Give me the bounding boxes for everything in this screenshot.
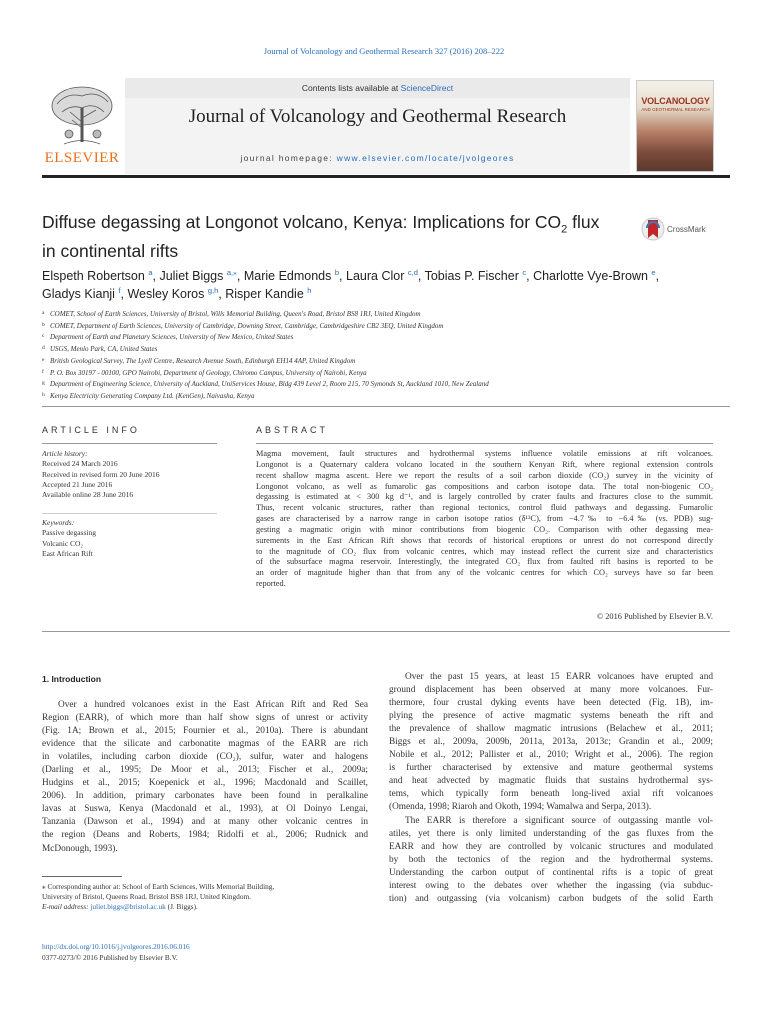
text-line: Tanzania (Dawson et al., 1994) and at many other volcanic centres in	[42, 817, 368, 828]
text-line: lavas at Suswa, Kenya (Macdonald et al., 1993), at Ol Doinyo Lengai,	[42, 804, 368, 815]
text-line: Biggs et al., 2009a, 2009b, 2011a, 2013a, 2013c; Grandin et al., 2009;	[389, 737, 713, 748]
author[interactable]: Tobias P. Fischer $^c$	[424, 267, 527, 283]
crossmark-label[interactable]: CrossMark	[667, 225, 706, 234]
article-info-rule	[42, 443, 217, 444]
text-line: (Darling et al., 1995; De Moor et al., 2013; Fischer et al., 2009a;	[42, 765, 368, 776]
affiliation: c Department of Earth and Planetary Sciences, University of New Mexico, United States	[42, 333, 294, 342]
affiliation: h Kenya Electricity Generating Company Ltd. (KenGen), Naivasha, Kenya	[42, 391, 255, 400]
text-line: and heat advected by magmatic fluids that sustains hydrothermal sys-	[389, 776, 713, 787]
text-line: McDonough, 1993).	[42, 843, 118, 854]
text-line: plying the presence of active magmatic systems beneath the rift and	[389, 711, 713, 722]
keywords-block	[42, 518, 217, 559]
history-label: Article history:	[42, 449, 88, 458]
text-line: Hudgins et al., 2015; Koepenick et al., 1996; Macdonald and Scaillet,	[42, 778, 368, 789]
journal-homepage	[125, 153, 630, 163]
keyword: East African Rift	[42, 548, 93, 558]
journal-title: Journal of Volcanology and Geothermal Research	[188, 106, 567, 127]
author[interactable]: Elspeth Robertson $^a$	[42, 267, 153, 283]
author[interactable]: Charlotte Vye-Brown $^e$	[533, 267, 656, 283]
footnote-rule	[42, 876, 122, 877]
history-accepted: Accepted 21 June 2016	[42, 479, 113, 489]
text-line: in volatiles, including carbon dioxide (CO₂), sulfur, water and halogens	[42, 752, 368, 763]
elsevier-wordmark: ELSEVIER	[44, 150, 120, 166]
text-line: tems, which typically form beneath long-lived axial rift volcanoes	[389, 789, 713, 800]
doi-link[interactable]: http://dx.doi.org/10.1016/j.jvolgeores.2016.06.016	[42, 942, 190, 951]
intro-right-column	[389, 671, 713, 906]
text-line: tion) and outgassing (via volcanism) carbon budgets of the solid Earth	[389, 893, 713, 904]
text-line: Understanding the carbon output of continental rifts is a topic of great	[389, 867, 713, 878]
affiliation: g Department of Engineering Science, University of Auckland, UniServices House, Bldg 439 Level 2, Room 215, 70 Symonds St, Auckland 1010, New Zealand	[42, 380, 489, 389]
text-line: by both the tectonics of the region and the hydrothermal systems.	[389, 854, 713, 865]
affiliation: a COMET, School of Earth Sciences, University of Bristol, Wills Memorial Building, Queen's Road, Bristol BS8 1RJ, United Kingdom	[42, 310, 421, 318]
doi-block	[42, 942, 190, 963]
issn-line: 0377-0273/© 2016 Published by Elsevier B.V.	[42, 952, 178, 962]
affiliation: d USGS, Menlo Park, CA, United States	[42, 345, 158, 354]
history-revised: Received in revised form 20 June 2016	[42, 469, 160, 479]
text-line: 2006). In addition, primary carbonates have been found in peralkaline	[42, 791, 368, 802]
email-link[interactable]: juliet.biggs@bristol.ac.uk	[90, 902, 166, 911]
text-line: Nobile et al., 2012; Pallister et al., 2010; Wright et al., 2006). The region	[389, 750, 713, 761]
affiliation: b COMET, Department of Earth Sciences, University of Cambridge, Downing Street, Cambridge, Cambridgeshire CB2 3EQ, United Kingdom	[42, 321, 444, 330]
text-line: Over a hundred volcanoes exist in the East African Rift and Red Sea	[58, 700, 368, 710]
abstract-heading: ABSTRACT	[256, 425, 329, 435]
keyword: Passive degassing	[42, 528, 96, 538]
abstract-text: Magma movement, fault structures and hydrothermal systems influence volatile emissions at rift volcanoes. Longonot is a Quaternary caldera volcano located in the southern Kenyan Rift, where regional extension controls recent shallow magma ascent. Here we report the results of a soil carbon dioxide (CO₂) survey in the vicinity of Longonot volcano, as well as fumarolic gas compositions and carbon isotope data. The total non-biogenic CO₂ degassing is estimated at < 300 kg d⁻¹, and is largely controlled by crater faults and fractures close to the summit. Thus, recent volcanic structures, rather than regional tectonics, control fluid pathways and degassing. Fumarolic gases are characterised by a narrow range in carbon isotope ratios (δ¹³C), from −4.7‰ to −6.4‰ (vs. PDB) sug- gesting a magmatic origin with minor contributions from biogenic CO₂. Comparison with other degassing mea- surements in the East African Rift shows that records of historical eruptions or unrest do not correspond directly to the magnitude of CO₂ flux from volcanic centres, which may instead reflect the current size and characteristics of the subsurface magma reservoir. Interestingly, the integrated CO₂ flux from faulted rift basins is reported to be an order of magnitude higher than that from any of the volcanic centres for which CO₂ surveys have so far been reported.	[256, 449, 713, 589]
author-list: Elspeth Robertson $^a$, Juliet Biggs $^{a,⁎}$, Marie Edmonds $^b$, Laura Clor $^{c,d}$, Tobias P. Fischer $^c$, Charlotte Vye-Brown $^e$, Gladys Kianji $^f$, Wesley Koros $^{g,h}$, Risper Kandie $^h$	[42, 267, 660, 301]
text-line: interest owing to the debates over whether the ingassing (via subduc-	[389, 880, 713, 891]
text-line: The EARR is therefore a significant source of outgassing mantle vol-	[405, 815, 713, 826]
sciencedirect-link[interactable]: ScienceDirect	[400, 83, 454, 93]
author[interactable]: Wesley Koros $^{g,h}$	[127, 285, 219, 301]
homepage-link[interactable]: www.elsevier.com/locate/jvolgeores	[336, 153, 515, 163]
introduction-heading: 1. Introduction	[42, 674, 102, 684]
article-title: Diffuse degassing at Longonot volcano, Kenya: Implications for $CO_2$ flux in continental rifts	[42, 212, 600, 261]
homepage-prefix: journal homepage:	[240, 153, 337, 163]
keywords-rule	[42, 513, 217, 514]
author[interactable]: Risper Kandie $^h$	[225, 285, 312, 301]
email-label: E-mail address:	[42, 902, 89, 911]
affiliation: f P. O. Box 30197 - 00100, GPO Nairobi, Department of Geology, Chiromo Campus, University of Nairobi, Kenya	[42, 368, 367, 377]
text-line: thermore, four crustal dyking events have been detected (Fig. 1B), im-	[389, 698, 713, 709]
text-line: EARR and how they are controlled by volcanic structures and modulated	[389, 841, 713, 852]
author[interactable]: Gladys Kianji $^f$	[42, 285, 121, 301]
affiliation-rule	[42, 406, 730, 407]
text-line: atiles, yet there is only limited understanding of the gas fluxes from the	[389, 828, 713, 839]
abstract-bottom-rule	[42, 631, 730, 632]
affiliations	[42, 308, 732, 402]
crossmark-icon	[641, 216, 665, 244]
intro-left-column	[42, 699, 368, 856]
abstract-rule	[256, 443, 713, 444]
text-line: the region (Deans and Roberts, 1984; Ridolfi et al., 2006; Rudnick and	[42, 830, 368, 841]
affiliation: e British Geological Survey, The Lyell Centre, Research Avenue South, Edinburgh EH14 4AP, United Kingdom	[42, 356, 356, 365]
contents-bar	[125, 78, 630, 98]
text-line: (Fig. 1A; Brown et al., 2015; Fournier et al., 2010a). There is abundant	[42, 726, 368, 737]
history-received: Received 24 March 2016	[42, 459, 118, 469]
text-line: is further characterised by extensive and mature geothermal systems	[389, 763, 713, 774]
author[interactable]: Marie Edmonds $^b$	[243, 267, 340, 283]
text-line: Region (EARR), of which more than half show signs of unrest or activity	[42, 713, 368, 724]
history-online: Available online 28 June 2016	[42, 490, 134, 500]
journal-cover-title: VOLCANOLOGY	[641, 96, 710, 106]
journal-cover-subtitle: AND GEOTHERMAL RESEARCH	[641, 107, 710, 112]
article-info-heading: ARTICLE INFO	[42, 425, 140, 435]
keywords-label: Keywords:	[42, 518, 75, 527]
contents-prefix: Contents lists available at	[301, 83, 401, 93]
text-line: ground displacement has been observed at many more volcanoes. Fur-	[389, 685, 713, 696]
author[interactable]: Laura Clor $^{c,d}$	[346, 267, 418, 283]
journal-citation-link[interactable]: Journal of Volcanology and Geothermal Research 327 (2016) 208–222	[263, 46, 505, 56]
text-line: the prevalence of shallow magmatic intrusions (Belachew et al., 2011;	[389, 724, 713, 735]
text-line: evidence that the silicate and carbonatite magmas of the EARR are rich	[42, 739, 368, 750]
journal-cover-image	[636, 80, 714, 172]
abstract-copyright: © 2016 Published by Elsevier B.V.	[596, 612, 713, 621]
keyword: Volcanic CO₂	[42, 538, 84, 548]
text-line: Over the past 15 years, at least 15 EARR volcanoes have erupted and	[405, 672, 713, 682]
header-rule	[42, 175, 730, 178]
corresponding-author-footnote: ⁎ Corresponding author at: School of Earth Sciences, Wills Memorial Building, University of Bristol, Queens Road, Bristol BS8 1RJ, United Kingdom. E-mail address: juliet.biggs@bristol.ac.uk (J. Biggs).	[42, 882, 275, 911]
author[interactable]: Juliet Biggs $^{a,⁎}$	[159, 267, 237, 283]
text-line: (Omenda, 1998; Riaroh and Okoth, 1994; Wamalwa and Serpa, 2013).	[389, 802, 652, 813]
article-history	[42, 449, 217, 500]
